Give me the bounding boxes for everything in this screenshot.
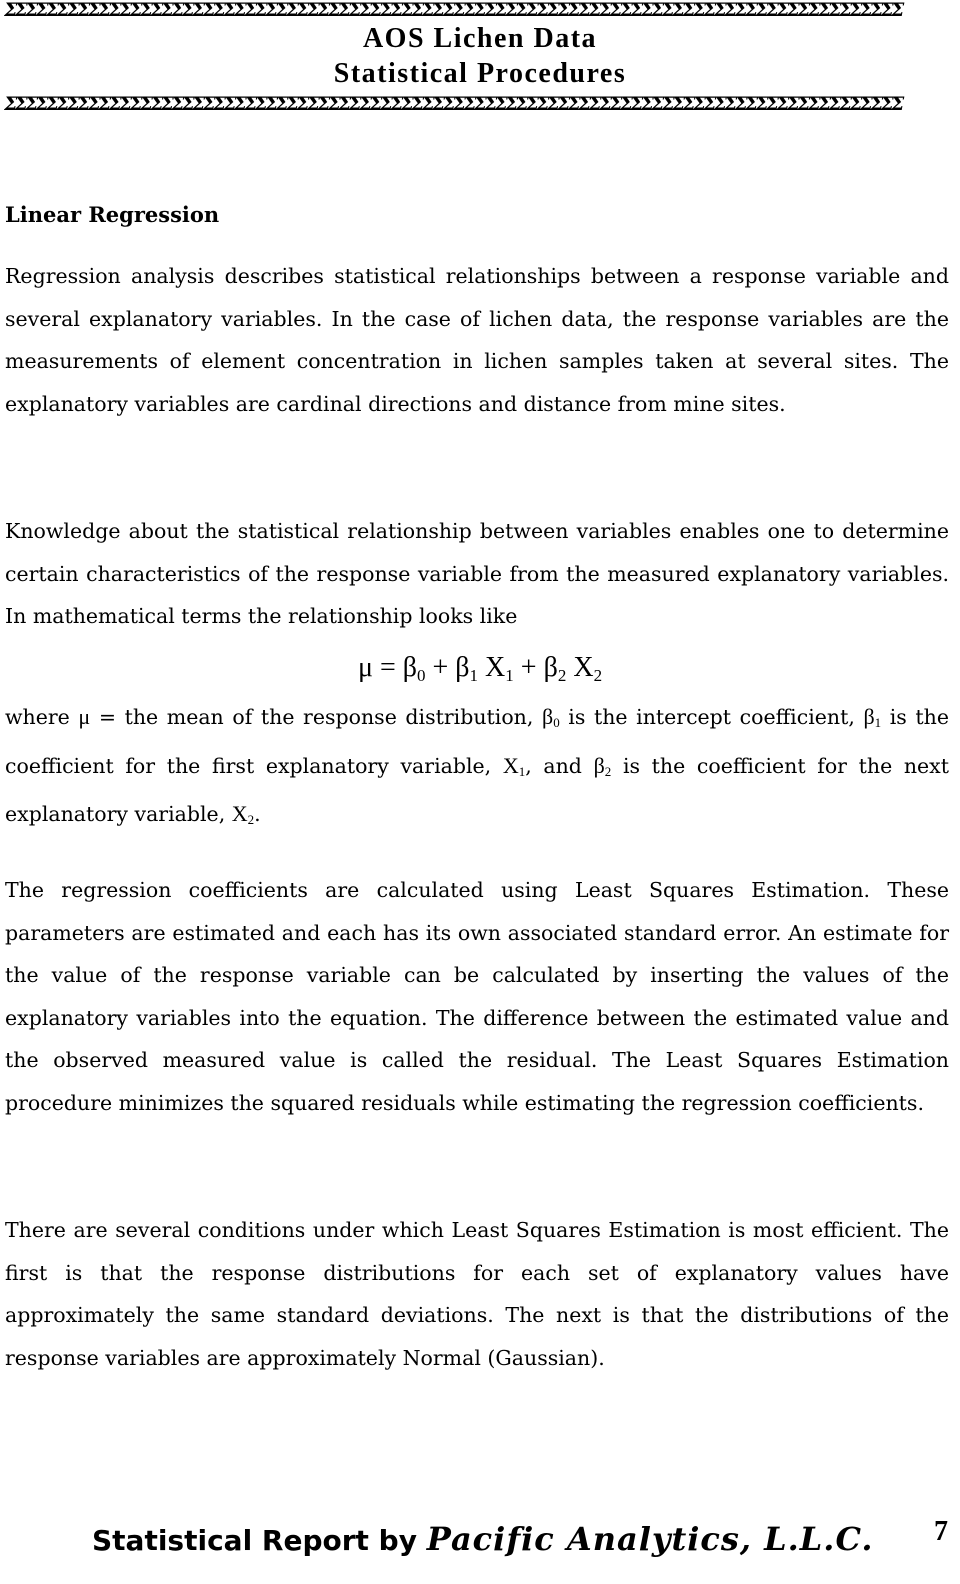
def-text-2: = the mean of the response distribution,	[90, 705, 542, 729]
def-beta0: β	[542, 704, 554, 729]
document-subtitle: Statistical Procedures	[333, 58, 627, 89]
eq-plus1: +	[425, 652, 456, 683]
def-text-5: , and	[525, 753, 594, 778]
document-title: AOS Lichen Data	[362, 23, 598, 54]
eq-x1: X	[478, 652, 506, 683]
def-text-4: is the coefficient for the first explanatory variable,	[5, 705, 950, 778]
eq-beta0-sub: 0	[417, 666, 426, 685]
eq-beta1: β	[455, 652, 470, 683]
regression-equation	[0, 650, 960, 694]
page-number: 7	[934, 1516, 948, 1547]
def-text-6: is the coefficient for the next explanatory variable,	[5, 753, 949, 826]
eq-beta2-sub: 2	[557, 666, 567, 685]
def-x1: X	[502, 752, 519, 778]
header-border-top: ΣΣΣΣΣΣΣΣΣΣΣΣΣΣΣΣΣΣΣΣΣΣΣΣΣΣΣΣΣΣΣΣΣΣΣΣΣΣΣΣΣΣΣΣΣΣΣΣΣΣΣΣΣΣΣΣΣΣΣΣΣΣΣΣΣΣΣΣΣΣΣΣΣΣΣΣΣΣΣΣΣΣΣΣΣΣ	[4, 2, 902, 18]
def-text-7: .	[254, 802, 261, 826]
def-mu: μ	[78, 704, 91, 729]
def-text-3: is the intercept coefficient,	[559, 705, 864, 729]
eq-equals: =	[372, 652, 403, 683]
def-beta1: β	[863, 704, 875, 729]
paragraph-regression-intro: Regression analysis describes statistical relationships between a response variable and several explanatory variables. In the case of lichen data, the response variables are the measurements of element concentration in lichen samples taken at several sites. The explanatory variables are cardinal directions and distance from mine sites.	[5, 264, 949, 416]
def-beta2: β	[593, 752, 605, 778]
eq-beta1-sub: 1	[469, 666, 479, 685]
def-x2-sub: 2	[247, 812, 255, 827]
paragraph-conditions: There are several conditions under which Least Squares Estimation is most efficient. The first is that the response distributions for each set of explanatory values have approximately the same standard deviations. The next is that the distributions of the response variables are approximately Normal (Gaussian).	[5, 1218, 949, 1370]
footer	[92, 1520, 873, 1570]
header-border-bottom: ΣΣΣΣΣΣΣΣΣΣΣΣΣΣΣΣΣΣΣΣΣΣΣΣΣΣΣΣΣΣΣΣΣΣΣΣΣΣΣΣΣΣΣΣΣΣΣΣΣΣΣΣΣΣΣΣΣΣΣΣΣΣΣΣΣΣΣΣΣΣΣΣΣΣΣΣΣΣΣΣΣΣΣΣΣΣ	[4, 96, 902, 112]
paragraph-relationship: Knowledge about the statistical relationship between variables enables one to determine certain characteristics of the response variable from the measured explanatory variables. In mathematical terms the relationship looks like	[5, 519, 949, 628]
eq-mu: μ	[357, 652, 373, 683]
paragraph-least-squares: The regression coefficients are calculated using Least Squares Estimation. These parameters are estimated and each has its own associated standard error. An estimate for the value of the response variable can be calculated by inserting the values of the explanatory variables into the equation. The difference between the estimated value and the observed measured value is called the residual. The Least Squares Estimation procedure minimizes the squared residuals while estimating the regression coefficients.	[5, 878, 949, 1115]
eq-plus2: +	[513, 652, 544, 683]
def-beta1-sub: 1	[874, 715, 882, 730]
eq-x2-sub: 2	[593, 666, 603, 685]
eq-beta2: β	[543, 652, 558, 683]
paragraph-equation-definitions	[5, 696, 949, 842]
def-x2: X	[231, 801, 248, 826]
def-text-1: where	[5, 705, 79, 729]
def-beta2-sub: 2	[604, 763, 612, 779]
footer-company-name: Pacific Analytics, L.L.C.	[426, 1520, 874, 1558]
eq-beta0: β	[402, 652, 417, 683]
section-heading: Linear Regression	[5, 202, 220, 227]
def-beta0-sub: 0	[553, 715, 560, 730]
eq-x2: X	[566, 652, 594, 683]
def-x1-sub: 1	[518, 763, 526, 779]
footer-prefix: Statistical Report by	[92, 1524, 427, 1557]
eq-x1-sub: 1	[505, 666, 514, 685]
